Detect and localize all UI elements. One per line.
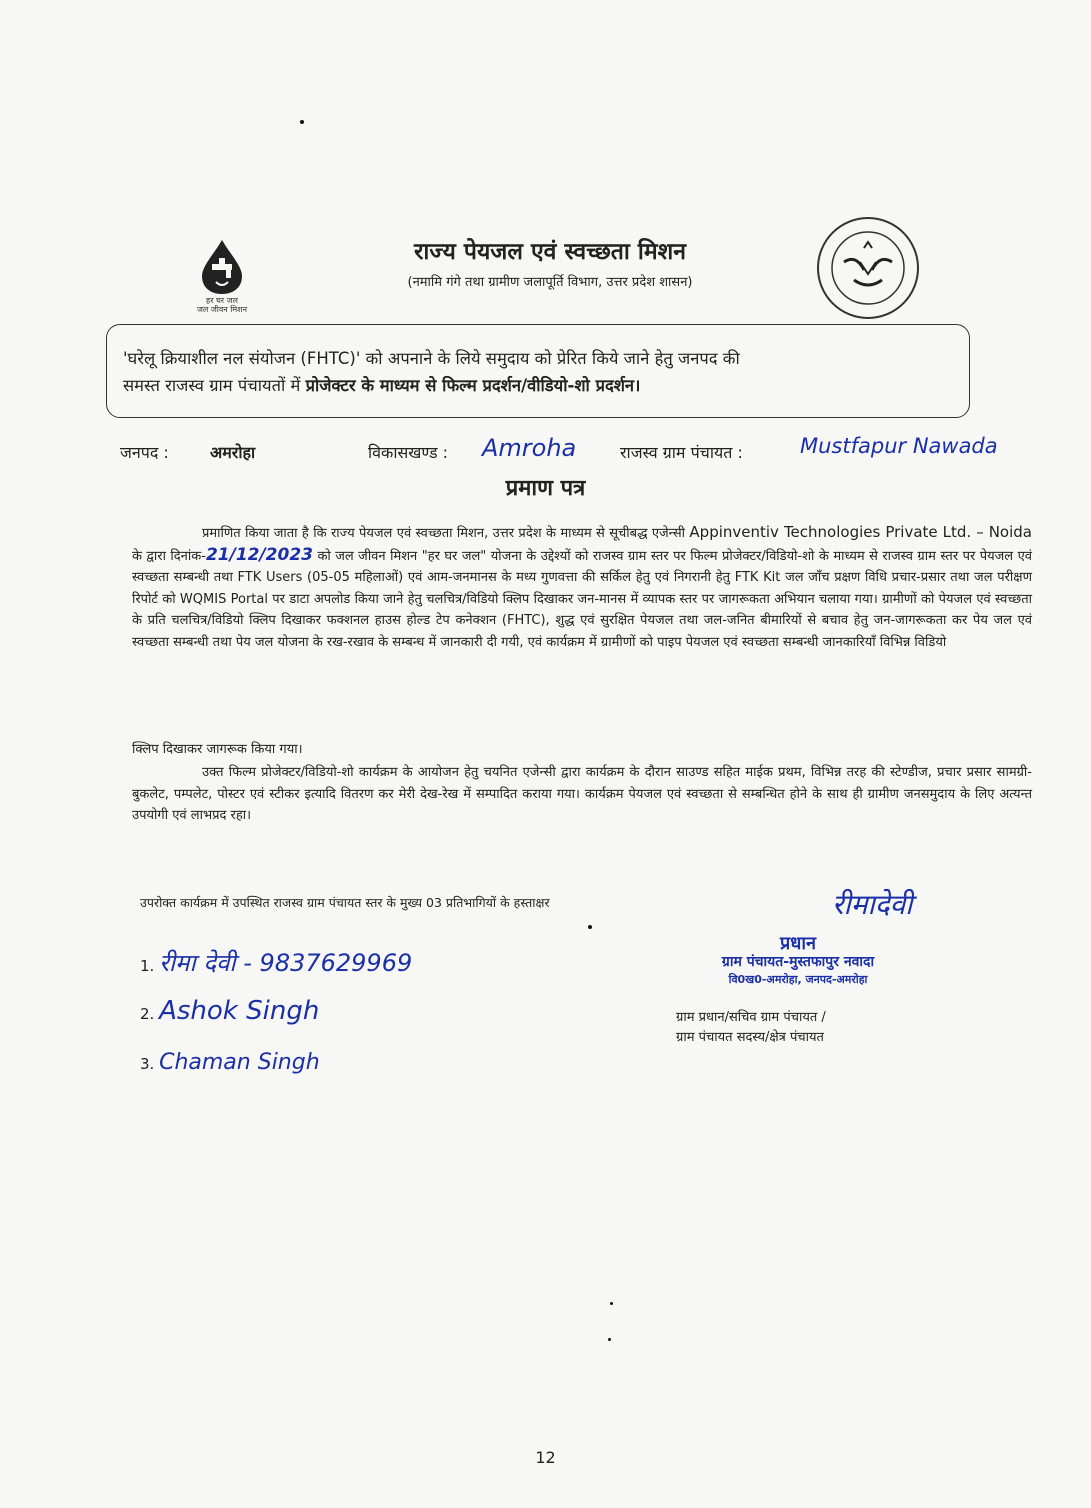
water-drop-icon bbox=[196, 238, 248, 296]
banner-line-1: 'घरेलू क्रियाशील नल संयोजन (FHTC)' को अपनाने के लिये समुदाय को प्रेरित किये जाने हेतु जनपद की bbox=[123, 349, 740, 368]
participant-number: 1. bbox=[140, 957, 155, 975]
banner-line-2-text: समस्त राजस्व ग्राम पंचायतों में bbox=[123, 376, 306, 395]
participant-3 bbox=[140, 1050, 320, 1075]
participant-signature: Ashok Singh bbox=[159, 996, 320, 1026]
signatory-role bbox=[676, 1008, 916, 1048]
district-label: जनपद : bbox=[120, 443, 169, 462]
p1-text-a: प्रमाणित किया जाता है कि राज्य पेयजल एवं स्वच्छता मिशन, उत्तर प्रदेश के माध्यम से सूचीबद्ध एजेन्सी bbox=[202, 526, 690, 541]
certificate-paragraph-1 bbox=[132, 522, 1032, 653]
certificate-paragraph-2: उक्त फिल्म प्रोजेक्टर/विडियो-शो कार्यक्रम के आयोजन हेतु चयनित एजेन्सी द्वारा कार्यक्रम के दौरान साउण्ड सहित माईक प्रथम, विभिन्न तरह की स्टेण्डीज, प्रचार प्रसार सामग्री-बुकलेट, पम्पलेट, पोस्टर एवं स्टीकर इत्यादि वितरण कर मेरी देख-रेख में सम्पादित कराया गया। कार्यक्रम पेयजल एवं स्वच्छता से सम्बन्धित होने के साथ ही ग्रामीण जनसमुदाय के लिए अत्यन्त उपयोगी एवं लाभप्रद रहा। bbox=[132, 765, 1032, 823]
logo-caption: हर घर जल bbox=[206, 296, 238, 305]
role-line-2: ग्राम पंचायत सदस्य/क्षेत्र पंचायत bbox=[676, 1030, 824, 1045]
up-government-seal-icon bbox=[814, 214, 922, 322]
stamp-line-2: ग्राम पंचायत-मुस्तफापुर नवादा bbox=[721, 954, 875, 970]
participant-1 bbox=[140, 946, 412, 979]
panchayat-value: Mustfapur Nawada bbox=[800, 434, 998, 458]
speck bbox=[588, 925, 592, 929]
program-banner bbox=[106, 324, 970, 418]
org-subtitle: (नमामि गंगे तथा ग्रामीण जलापूर्ति विभाग, उत्तर प्रदेश शासन) bbox=[407, 275, 693, 290]
page-number: 12 bbox=[535, 1448, 556, 1467]
panchayat-label: राजस्व ग्राम पंचायत : bbox=[620, 443, 743, 462]
speck bbox=[610, 1302, 613, 1305]
agency-name: Appinventiv Technologies Private Ltd. – Noida bbox=[689, 523, 1032, 541]
org-title: राज्य पेयजल एवं स्वच्छता मिशन bbox=[414, 239, 686, 265]
p1-text-b: के द्वारा दिनांक- bbox=[132, 548, 206, 564]
stamp-line-1: प्रधान bbox=[780, 933, 816, 954]
banner-line-2 bbox=[123, 372, 953, 399]
event-date: 21/12/2023 bbox=[205, 544, 313, 565]
jal-jeevan-mission-logo bbox=[182, 238, 262, 322]
stamp-line-3: वि0ख0-अमरोहा, जनपद-अमरोहा bbox=[728, 973, 868, 986]
participant-signature: रीमा देवी - 9837629969 bbox=[159, 949, 413, 977]
block-label: विकासखण्ड : bbox=[368, 443, 449, 462]
certificate-paragraph-1-tail: क्लिप दिखाकर जागरूक किया गया। bbox=[132, 742, 303, 757]
participant-number: 3. bbox=[140, 1055, 155, 1073]
certificate-heading: प्रमाण पत्र bbox=[505, 476, 586, 501]
participant-signature: Chaman Singh bbox=[159, 1050, 320, 1075]
banner-line-2-bold: प्रोजेक्टर के माध्यम से फिल्म प्रदर्शन/वीडियो-शो प्रदर्शन। bbox=[305, 376, 641, 395]
pradhan-signature: रीमादेवी bbox=[832, 888, 913, 921]
role-line-1: ग्राम प्रधान/सचिव ग्राम पंचायत / bbox=[676, 1010, 826, 1025]
speck bbox=[300, 120, 304, 124]
participant-2 bbox=[140, 996, 319, 1026]
district-value: अमरोहा bbox=[210, 443, 256, 462]
block-value: Amroha bbox=[482, 434, 577, 462]
logo-caption: जल जीवन मिशन bbox=[196, 305, 248, 314]
speck bbox=[608, 1338, 611, 1341]
pradhan-stamp bbox=[678, 935, 918, 989]
p1-text-c: को जल जीवन मिशन "हर घर जल" योजना के उद्देश्यों को राजस्व ग्राम स्तर पर फिल्म प्रोजेक्टर/विडियो-शो के माध्यम से राजस्व ग्राम स्तर पर पेयजल एवं स्वच्छता सम्बन्धी तथा FTK Users (05-05 महिलाओं) एवं आम-जनमानस के मध्य गुणवत्ता की सर्किल हेतु एवं निगरानी हेतु FTK Kit जल जाँच प्रक्षण विधि प्रचार-प्रसार तथा जल परीक्षण रिपोर्ट को WQMIS Portal पर डाटा अपलोड किया जाने हेतु चलचित्र/विडियो क्लिप दिखाकर जन-मानस में व्यापक स्तर पर जागरूकता अभियान चलाया गया। ग्रामीणों को पेयजल एवं स्वच्छता के प्रति चलचित्र/विडियो क्लिप दिखाकर फक्शनल हाउस होल्ड टेप कनेक्शन (FHTC), शुद्ध एवं सुरक्षित पेयजल तथा जल-जनित बीमारियों से बचाव हेतु जन-जागरूकता कर पेय जल एवं स्वच्छता सम्बन्धी तथा पेय जल योजना के रख-रखाव के सम्बन्ध में जानकारी दी गयी, एवं कार्यक्रम में ग्रामीणों को पाइप पेयजल एवं स्वच्छता सम्बन्धी जानकारियाँ विभिन्न विडियो bbox=[132, 548, 1032, 650]
participant-number: 2. bbox=[140, 1005, 155, 1023]
participants-intro: उपरोक्त कार्यक्रम में उपस्थित राजस्व ग्राम पंचायत स्तर के मुख्य 03 प्रतिभागियों के हस्ताक्षर bbox=[140, 895, 550, 910]
